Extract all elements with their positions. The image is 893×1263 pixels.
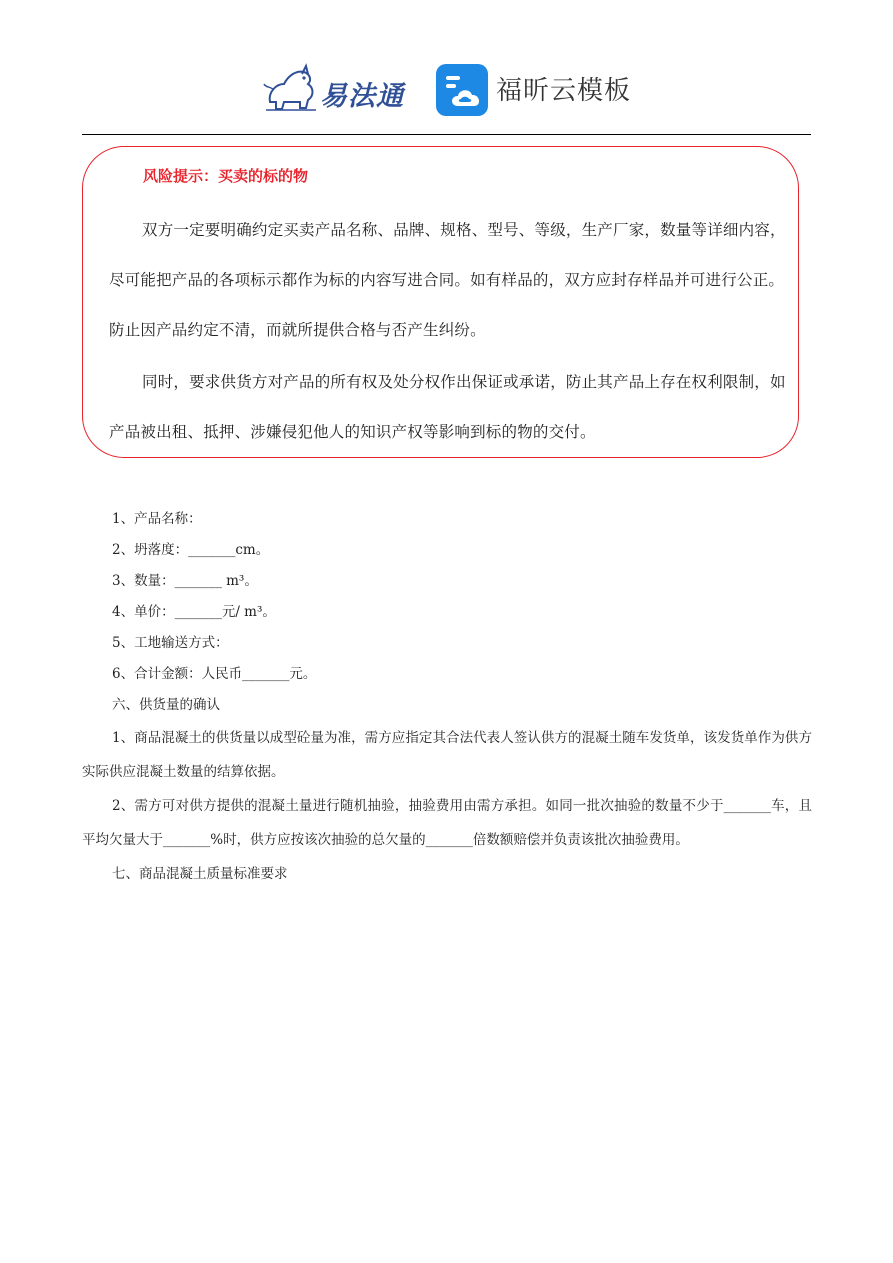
yifatong-logo-text: 易法通 — [320, 81, 404, 112]
risk-notice-title: 风险提示：买卖的标的物 — [143, 167, 309, 185]
sampling-paragraph: 2、需方可对供方提供的混凝土量进行随机抽验，抽验费用由需方承担。如同一批次抽验的数量不少于_______车，且平均欠量大于_______%时，供方应按该次抽验的总欠量的_______倍数额赔偿并负责该批次抽验费用。 — [82, 798, 812, 848]
document-header — [0, 58, 893, 120]
product-name-item: 1、产品名称： — [112, 511, 202, 527]
contract-body — [82, 504, 812, 890]
horse-logo-icon — [262, 62, 320, 114]
header-divider — [82, 134, 811, 135]
quantity-item: 3、数量：_______ m³。 — [112, 573, 258, 589]
slump-item: 2、坍落度：_______cm。 — [112, 542, 270, 558]
unit-price-item: 4、单价：_______元/ m³。 — [112, 604, 276, 620]
section-seven-heading: 七、商品混凝土质量标准要求 — [112, 866, 288, 882]
risk-notice-paragraph: 双方一定要明确约定买卖产品名称、品牌、规格、型号、等级，生产厂家，数量等详细内容，尽可能把产品的各项标示都作为标的内容写进合同。如有样品的，双方应封存样品并可进行公正。防止因产品约定不清，而就所提供合格与否产生纠纷。 — [109, 221, 786, 339]
supply-quantity-paragraph: 1、商品混凝土的供货量以成型砼量为准，需方应指定其合法代表人签认供方的混凝土随车发货单，该发货单作为供方实际供应混凝土数量的结算依据。 — [82, 730, 812, 780]
total-amount-item: 6、合计金额：人民币_______元。 — [112, 666, 317, 682]
foxit-template-logo-text: 福昕云模板 — [496, 76, 632, 106]
yifatong-logo — [262, 62, 414, 114]
section-six-heading: 六、供货量的确认 — [112, 697, 220, 713]
risk-notice-box — [82, 146, 799, 458]
foxit-cloud-icon — [436, 64, 488, 116]
delivery-method-item: 5、工地输送方式： — [112, 635, 229, 651]
risk-notice-paragraph: 同时，要求供货方对产品的所有权及处分权作出保证或承诺，防止其产品上存在权利限制，如产品被出租、抵押、涉嫌侵犯他人的知识产权等影响到标的物的交付。 — [109, 373, 786, 441]
